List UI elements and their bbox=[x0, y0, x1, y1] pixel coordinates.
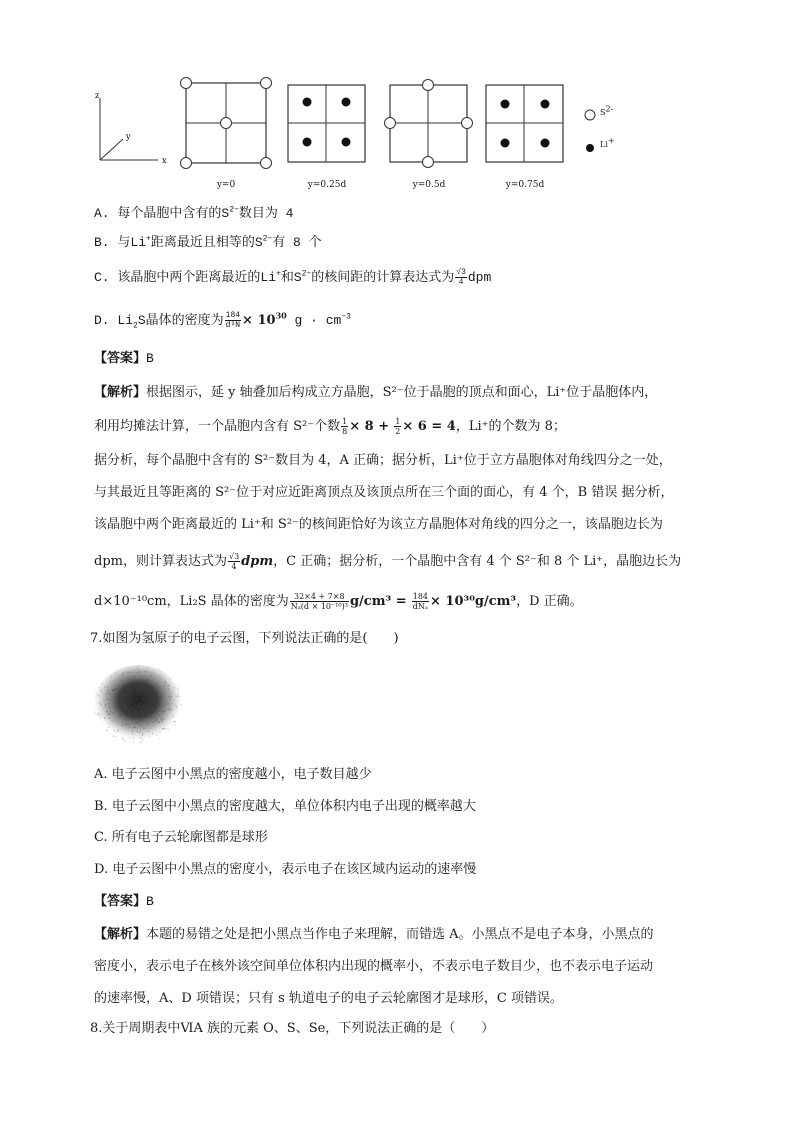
cloud-dot bbox=[178, 696, 179, 697]
cloud-dot bbox=[147, 691, 148, 692]
cloud-dot bbox=[168, 703, 169, 704]
cloud-dot bbox=[137, 689, 138, 690]
cloud-dot bbox=[168, 696, 169, 697]
cloud-dot bbox=[145, 681, 146, 682]
cloud-dot bbox=[126, 695, 127, 696]
cloud-dot bbox=[160, 675, 161, 676]
cloud-dot bbox=[174, 687, 175, 688]
legend-lithium-label: Li+ bbox=[600, 136, 615, 149]
cloud-dot bbox=[176, 707, 177, 708]
cloud-dot bbox=[159, 722, 160, 723]
legend-sulfide-symbol bbox=[585, 110, 595, 120]
cloud-dot bbox=[114, 730, 115, 731]
cloud-dot bbox=[156, 734, 157, 735]
sulfide-ion bbox=[423, 157, 434, 168]
cloud-dot bbox=[119, 696, 120, 697]
legend-sulfide-label: $S^{2-}$ bbox=[600, 104, 614, 117]
cloud-dot bbox=[129, 689, 130, 690]
q6-analysis-line-3: 据分析，每个晶胞中含有的 S²⁻数目为 4，A 正确；据分析，Li⁺位于立方晶胞体对角线四分之一处， bbox=[94, 453, 672, 468]
cloud-dot bbox=[104, 686, 105, 687]
cloud-dot bbox=[156, 699, 157, 700]
cloud-dot bbox=[144, 704, 145, 705]
cloud-dot bbox=[136, 723, 137, 724]
cloud-dot bbox=[117, 710, 118, 711]
cloud-dot bbox=[132, 733, 133, 734]
cloud-dot bbox=[115, 699, 116, 700]
cloud-dot bbox=[165, 728, 166, 729]
cloud-dot bbox=[109, 693, 110, 694]
cloud-dot bbox=[139, 705, 140, 706]
cloud-dot bbox=[142, 689, 143, 690]
cloud-dot bbox=[106, 699, 107, 700]
cloud-dot bbox=[175, 724, 176, 725]
sulfide-ion bbox=[462, 118, 473, 129]
cloud-dot bbox=[139, 685, 140, 686]
y-axis-label: y bbox=[126, 132, 131, 141]
q7-analysis-line-2: 密度小，表示电子在核外该空间单位体积内出现的概率小，不表示电子数目少，也不表示电子运动 bbox=[94, 959, 654, 974]
cloud-dot bbox=[165, 673, 166, 674]
cloud-dot bbox=[122, 683, 123, 684]
cloud-dot bbox=[156, 719, 157, 720]
cloud-dot bbox=[122, 737, 123, 738]
cloud-dot bbox=[115, 695, 116, 696]
cloud-dot bbox=[116, 705, 117, 706]
q6-option-c: C. 该晶胞中两个距离最近的Li+和$S^{2-}$的核间距的计算表达式为 $\frac{√3}{4}$ dpm bbox=[94, 268, 492, 287]
cloud-dot bbox=[173, 716, 174, 717]
cloud-dot bbox=[106, 693, 107, 694]
sulfide-ion bbox=[261, 78, 272, 89]
cloud-dot bbox=[160, 719, 161, 720]
cloud-dot bbox=[147, 709, 148, 710]
cloud-dot bbox=[95, 692, 96, 693]
cloud-dot bbox=[95, 712, 96, 713]
lithium-ion bbox=[303, 138, 312, 147]
q6-answer: 【答案】B bbox=[94, 351, 154, 366]
q6-analysis-line-5: 该晶胞中两个距离最近的 Li⁺和 S²⁻的核间距恰好为该立方晶胞体对角线的四分之一，该晶胞边长为 bbox=[94, 517, 663, 532]
cloud-dot bbox=[107, 690, 108, 691]
electron-cloud-image bbox=[92, 664, 184, 750]
cloud-dot bbox=[147, 731, 148, 732]
cloud-dot bbox=[143, 728, 144, 729]
cloud-dot bbox=[136, 699, 137, 700]
lithium-ion bbox=[303, 98, 312, 107]
cloud-dot bbox=[162, 713, 163, 714]
cloud-dot bbox=[161, 670, 162, 671]
cloud-dot bbox=[95, 697, 96, 698]
cloud-dot bbox=[145, 693, 146, 694]
cloud-dot bbox=[142, 735, 143, 736]
cloud-dot bbox=[104, 718, 105, 719]
cloud-dot bbox=[138, 668, 139, 669]
cloud-dot bbox=[123, 739, 124, 740]
cloud-dot bbox=[140, 742, 141, 743]
cloud-dot bbox=[162, 706, 163, 707]
cloud-dot bbox=[157, 718, 158, 719]
cloud-dot bbox=[142, 711, 143, 712]
q8-stem: 8.关于周期表中ⅥA 族的元素 O、S、Se，下列说法正确的是（ ） bbox=[90, 1021, 495, 1036]
cloud-dot bbox=[115, 689, 116, 690]
cloud-dot bbox=[119, 686, 120, 687]
cloud-dot bbox=[138, 665, 139, 666]
cloud-dot bbox=[101, 714, 102, 715]
cloud-dot bbox=[159, 705, 160, 706]
cloud-dot bbox=[162, 697, 163, 698]
cloud-dot bbox=[161, 720, 162, 721]
sulfide-ion bbox=[261, 158, 272, 169]
cloud-dot bbox=[155, 691, 156, 692]
cloud-dot bbox=[155, 673, 156, 674]
sulfide-ion bbox=[181, 78, 192, 89]
caption-y025: y=0.25d bbox=[307, 180, 347, 190]
q6-analysis-line-4: 与其最近且等距离的 S²⁻位于对应近距离顶点及该顶点所在三个面的面心，有 4 个，B 错误 据分析， bbox=[94, 485, 674, 500]
q6-analysis-line-7: d×10⁻¹⁰cm，Li₂S 晶体的密度为 $\frac{32\times 4 + 7\times 8}{\text{Nₐ(d × 10⁻¹⁰)³}}$ g/cm³ = $\frac{184}{\text{dNₐ}}$ × 10³⁰g/cm³，D 正确。 bbox=[94, 592, 583, 611]
cloud-dot bbox=[116, 686, 117, 687]
cloud-dot bbox=[139, 692, 140, 693]
cloud-dot bbox=[176, 696, 177, 697]
cloud-dot bbox=[139, 732, 140, 733]
cloud-dot bbox=[146, 689, 147, 690]
cloud-dot bbox=[142, 698, 143, 699]
q7-analysis-line-3: 的速率慢，A、D 项错误；只有 s 轨道电子的电子云轮廓图才是球形，C 项错误。 bbox=[94, 991, 563, 1006]
sulfide-ion bbox=[221, 118, 232, 129]
cloud-dot bbox=[140, 741, 141, 742]
cloud-dot bbox=[131, 708, 132, 709]
cloud-dot bbox=[174, 721, 175, 722]
cloud-dot bbox=[99, 687, 100, 688]
cloud-dot bbox=[147, 671, 148, 672]
cloud-dot bbox=[100, 717, 101, 718]
cloud-dot bbox=[151, 672, 152, 673]
cloud-dot bbox=[147, 667, 148, 668]
caption-y075: y=0.75d bbox=[505, 180, 545, 190]
cloud-dot bbox=[133, 742, 134, 743]
cloud-dot bbox=[168, 685, 169, 686]
cloud-dot bbox=[147, 724, 148, 725]
cloud-dot bbox=[139, 703, 140, 704]
cloud-dot bbox=[121, 716, 122, 717]
cloud-dot bbox=[152, 733, 153, 734]
cloud-dot bbox=[131, 694, 132, 695]
cloud-dot bbox=[162, 728, 163, 729]
cloud-dot bbox=[158, 710, 159, 711]
cloud-dot bbox=[117, 731, 118, 732]
cloud-dot bbox=[126, 684, 127, 685]
lithium-ion bbox=[541, 139, 550, 148]
sulfide-ion bbox=[423, 80, 434, 91]
cloud-dot bbox=[123, 675, 124, 676]
cloud-dot bbox=[105, 705, 106, 706]
cloud-dot bbox=[134, 676, 135, 677]
cloud-dot bbox=[134, 727, 135, 728]
z-axis-label: z bbox=[95, 91, 100, 100]
cloud-dot bbox=[113, 697, 114, 698]
cloud-dot bbox=[109, 718, 110, 719]
cloud-dot bbox=[132, 731, 133, 732]
cloud-dot bbox=[178, 689, 179, 690]
cloud-dot bbox=[160, 716, 161, 717]
cloud-dot bbox=[105, 704, 106, 705]
cloud-dot bbox=[108, 727, 109, 728]
cloud-dot bbox=[147, 679, 148, 680]
cloud-dot bbox=[119, 685, 120, 686]
cloud-dot bbox=[134, 709, 135, 710]
cloud-dot bbox=[157, 688, 158, 689]
cloud-dot bbox=[128, 701, 129, 702]
cloud-dot bbox=[164, 728, 165, 729]
cloud-dot bbox=[127, 695, 128, 696]
cloud-dot bbox=[108, 703, 109, 704]
cloud-dot bbox=[157, 721, 158, 722]
slice-panel-y05 bbox=[385, 80, 473, 168]
cloud-dot bbox=[162, 718, 163, 719]
cloud-dot bbox=[138, 723, 139, 724]
cloud-dot bbox=[151, 675, 152, 676]
crystal-slice-figure bbox=[0, 0, 794, 200]
cloud-dot bbox=[144, 671, 145, 672]
cloud-dot bbox=[176, 705, 177, 706]
cloud-dot bbox=[142, 733, 143, 734]
cloud-dot bbox=[129, 738, 130, 739]
cloud-dot bbox=[142, 710, 143, 711]
cloud-dot bbox=[109, 714, 110, 715]
cloud-dot bbox=[143, 706, 144, 707]
cloud-dot bbox=[106, 729, 107, 730]
cloud-dot bbox=[158, 715, 159, 716]
cloud-dot bbox=[155, 713, 156, 714]
cloud-dot bbox=[157, 695, 158, 696]
cloud-dot bbox=[168, 688, 169, 689]
cloud-dot bbox=[156, 705, 157, 706]
cloud-dot bbox=[96, 714, 97, 715]
caption-y05: y=0.5d bbox=[412, 180, 446, 190]
cloud-dot bbox=[162, 711, 163, 712]
cloud-dot bbox=[175, 722, 176, 723]
cloud-dot bbox=[143, 739, 144, 740]
cloud-dot bbox=[155, 720, 156, 721]
cloud-dot bbox=[107, 687, 108, 688]
cloud-dot bbox=[99, 702, 100, 703]
cloud-dot bbox=[151, 718, 152, 719]
slice-panel-y075 bbox=[486, 85, 563, 162]
legend-lithium-symbol bbox=[586, 144, 594, 152]
cloud-dot bbox=[124, 695, 125, 696]
cloud-dot bbox=[133, 727, 134, 728]
cloud-dot bbox=[129, 727, 130, 728]
q7-answer: 【答案】B bbox=[94, 894, 154, 909]
cloud-dot bbox=[116, 701, 117, 702]
cloud-dot bbox=[159, 732, 160, 733]
q7-option-d: D. 电子云图中小黑点的密度小，表示电子在该区域内运动的速率慢 bbox=[94, 862, 477, 877]
cloud-dot bbox=[158, 669, 159, 670]
cloud-dot bbox=[101, 683, 102, 684]
lithium-ion bbox=[342, 138, 351, 147]
cloud-dot bbox=[111, 676, 112, 677]
cloud-dot bbox=[164, 704, 165, 705]
cloud-dot bbox=[133, 738, 134, 739]
cloud-dot bbox=[122, 725, 123, 726]
cloud-dot bbox=[114, 690, 115, 691]
cloud-dot bbox=[118, 729, 119, 730]
cloud-dot bbox=[112, 720, 113, 721]
cloud-dot bbox=[116, 704, 117, 705]
cloud-dot bbox=[98, 713, 99, 714]
cloud-dot bbox=[126, 719, 127, 720]
q7-option-c: C. 所有电子云轮廓图都是球形 bbox=[94, 830, 268, 845]
y-axis bbox=[100, 139, 123, 160]
cloud-dot bbox=[142, 737, 143, 738]
q6-analysis-line-2: 利用均摊法计算，一个晶胞内含有 S²⁻个数 $\frac{1}{8}$ × 8 + $\frac{1}{2}$ × 6 = 4，Li⁺的个数为 8； bbox=[94, 417, 566, 436]
q7-stem: 7.如图为氢原子的电子云图，下列说法正确的是( ) bbox=[90, 631, 399, 646]
cloud-dot bbox=[107, 711, 108, 712]
cloud-dot bbox=[167, 703, 168, 704]
cloud-dot bbox=[130, 718, 131, 719]
cloud-dot bbox=[112, 689, 113, 690]
lithium-ion bbox=[342, 98, 351, 107]
cloud-dot bbox=[137, 667, 138, 668]
cloud-dot bbox=[122, 690, 123, 691]
cloud-dot bbox=[120, 714, 121, 715]
cloud-dot bbox=[116, 672, 117, 673]
cloud-dot bbox=[131, 701, 132, 702]
cloud-dot bbox=[122, 673, 123, 674]
cloud-dot bbox=[106, 711, 107, 712]
cloud-dot bbox=[137, 672, 138, 673]
cloud-dot bbox=[140, 720, 141, 721]
cloud-dot bbox=[109, 699, 110, 700]
cloud-dot bbox=[140, 725, 141, 726]
cloud-dot bbox=[164, 685, 165, 686]
cloud-dot bbox=[129, 697, 130, 698]
cloud-dot bbox=[125, 723, 126, 724]
cloud-dot bbox=[177, 694, 178, 695]
cloud-dot bbox=[170, 678, 171, 679]
cloud-dot bbox=[142, 684, 143, 685]
cloud-dot bbox=[97, 694, 98, 695]
cloud-dot bbox=[181, 704, 182, 705]
cloud-dot bbox=[107, 714, 108, 715]
q7-option-a: A. 电子云图中小黑点的密度越小，电子数目越少 bbox=[94, 767, 372, 782]
cloud-dot bbox=[115, 736, 116, 737]
cloud-dot bbox=[128, 712, 129, 713]
cloud-dot bbox=[126, 725, 127, 726]
cloud-dot bbox=[101, 704, 102, 705]
cloud-dot bbox=[113, 736, 114, 737]
caption-y0: y=0 bbox=[216, 180, 236, 190]
cloud-dot bbox=[157, 685, 158, 686]
cloud-dot bbox=[164, 711, 165, 712]
cloud-dot bbox=[125, 740, 126, 741]
cloud-dot bbox=[141, 707, 142, 708]
cloud-dot bbox=[119, 713, 120, 714]
cloud-dot bbox=[123, 672, 124, 673]
cloud-dot bbox=[135, 701, 136, 702]
cloud-dot bbox=[153, 722, 154, 723]
q7-analysis-line-1: 【解析】本题的易错之处是把小黑点当作电子来理解，而错选 A。小黑点不是电子本身，小黑点的 bbox=[94, 927, 654, 942]
q6-option-b: B. 与Li+距离最近且相等的$S^{2-}$有 8 个 bbox=[94, 234, 322, 250]
cloud-dot bbox=[121, 680, 122, 681]
cloud-dot bbox=[121, 707, 122, 708]
cloud-dot bbox=[138, 693, 139, 694]
cloud-dot bbox=[128, 724, 129, 725]
cloud-dot bbox=[160, 697, 161, 698]
cloud-dot bbox=[139, 672, 140, 673]
x-axis-label: x bbox=[162, 156, 167, 165]
q6-option-a: A. 每个晶胞中含有的$S^{2-}$数目为 4 bbox=[94, 205, 294, 221]
cloud-dot bbox=[125, 708, 126, 709]
cloud-dot bbox=[149, 696, 150, 697]
cloud-dot bbox=[128, 690, 129, 691]
coordinate-axes bbox=[100, 98, 158, 160]
cloud-dot bbox=[152, 711, 153, 712]
cloud-dot bbox=[130, 672, 131, 673]
cloud-dot bbox=[165, 681, 166, 682]
cloud-dot bbox=[116, 708, 117, 709]
cloud-dot bbox=[162, 721, 163, 722]
lithium-ion bbox=[501, 100, 510, 109]
cloud-dot bbox=[127, 704, 128, 705]
sulfide-ion bbox=[385, 118, 396, 129]
cloud-dot bbox=[164, 709, 165, 710]
cloud-dot bbox=[171, 696, 172, 697]
cloud-dot bbox=[100, 691, 101, 692]
cloud-dot bbox=[164, 682, 165, 683]
slice-panel-y0 bbox=[181, 78, 272, 169]
cloud-dot bbox=[149, 736, 150, 737]
cloud-dot bbox=[171, 709, 172, 710]
lithium-ion bbox=[501, 139, 510, 148]
lithium-ion bbox=[541, 100, 550, 109]
cloud-dot bbox=[155, 706, 156, 707]
cloud-dot bbox=[137, 731, 138, 732]
cloud-dot bbox=[119, 716, 120, 717]
q7-option-b: B. 电子云图中小黑点的密度越大，单位体积内电子出现的概率越大 bbox=[94, 799, 476, 814]
cloud-dot bbox=[112, 712, 113, 713]
cloud-dot bbox=[122, 739, 123, 740]
cloud-dot bbox=[168, 709, 169, 710]
cloud-dot bbox=[168, 729, 169, 730]
cloud-dot bbox=[124, 704, 125, 705]
cloud-dot bbox=[99, 715, 100, 716]
cloud-dot bbox=[126, 711, 127, 712]
slice-panel-y025 bbox=[288, 85, 365, 162]
cloud-dot bbox=[127, 672, 128, 673]
cloud-dot bbox=[116, 688, 117, 689]
cloud-dot bbox=[158, 738, 159, 739]
cloud-dot bbox=[134, 681, 135, 682]
cloud-dot bbox=[140, 737, 141, 738]
sulfide-ion bbox=[181, 158, 192, 169]
cloud-dot bbox=[122, 722, 123, 723]
cloud-dot bbox=[159, 687, 160, 688]
cloud-dot bbox=[98, 695, 99, 696]
cloud-dot bbox=[107, 730, 108, 731]
q6-analysis-line-6: dpm，则计算表达式为 $\frac{√3}{4}$ dpm，C 正确；据分析，一个晶胞中含有 4 个 S²⁻和 8 个 Li⁺，晶胞边长为 bbox=[94, 552, 682, 571]
q6-analysis-line-1: 【解析】根据图示，延 y 轴叠加后构成立方晶胞，S²⁻位于晶胞的顶点和面心，Li⁺位于晶胞体内， bbox=[94, 385, 658, 400]
cloud-dot bbox=[113, 706, 114, 707]
cloud-dot bbox=[163, 719, 164, 720]
cloud-dot bbox=[125, 741, 126, 742]
cloud-dot bbox=[110, 711, 111, 712]
cloud-dot bbox=[109, 707, 110, 708]
cloud-dot bbox=[170, 709, 171, 710]
q6-option-d: D. $Li_2S$晶体的密度为 $\frac{184}{\text{d³N}}$ × $10^{30}$ $g \cdot cm^{-3}$ bbox=[94, 310, 351, 331]
cloud-dot bbox=[154, 716, 155, 717]
cloud-dot bbox=[165, 683, 166, 684]
cloud-dot bbox=[135, 704, 136, 705]
cloud-dot bbox=[170, 698, 171, 699]
